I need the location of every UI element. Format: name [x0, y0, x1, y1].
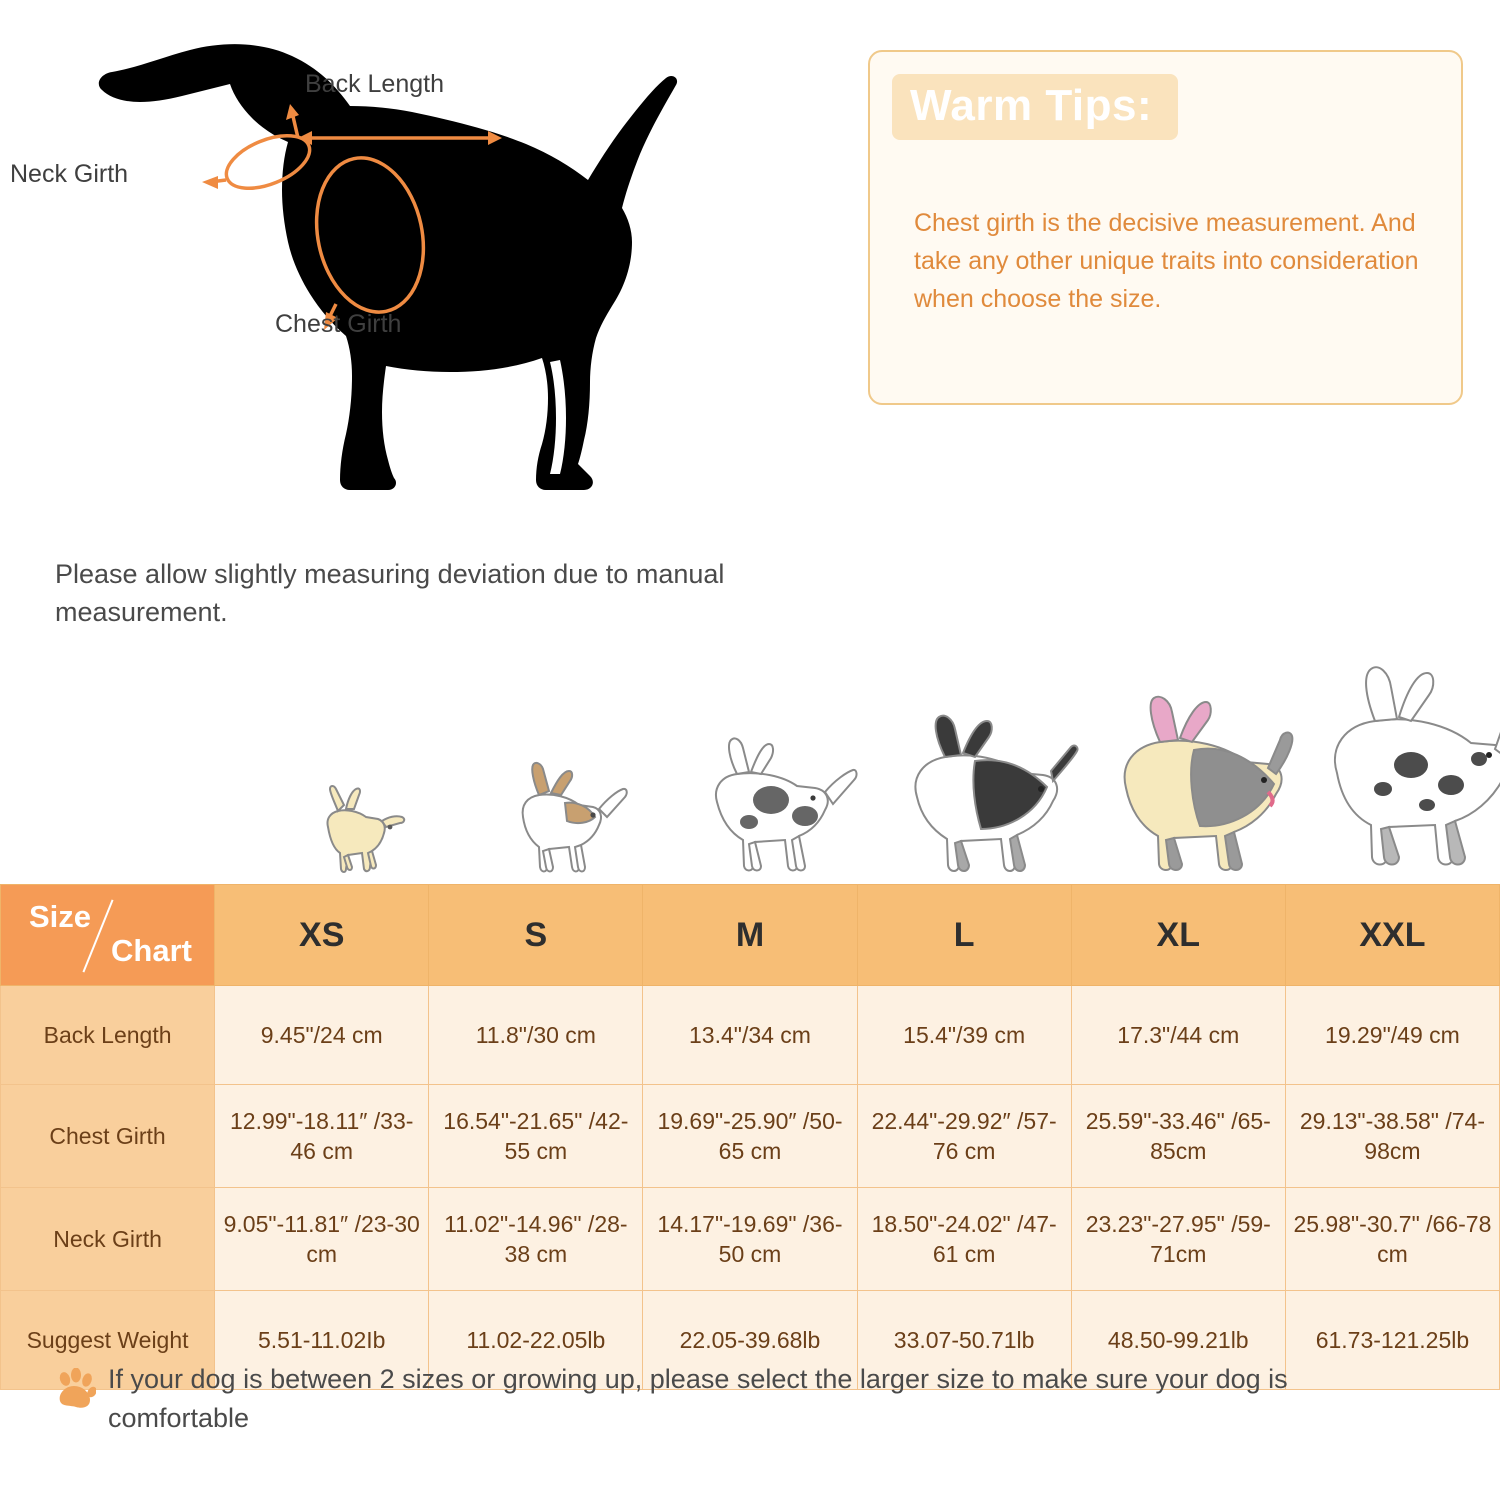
dog-illustration-l — [873, 705, 1082, 885]
cell-back-length-s: 11.8"/30 cm — [429, 986, 643, 1085]
warm-tips-title: Warm Tips: — [910, 81, 1153, 130]
cell-chest-girth-xxl: 29.13"-38.58" /74-98cm — [1285, 1085, 1499, 1188]
paw-icon — [52, 1368, 96, 1412]
cell-chest-girth-l: 22.44"-29.92″ /57-76 cm — [857, 1085, 1071, 1188]
cell-suggest-weight-m: 22.05-39.68lb — [643, 1291, 857, 1390]
column-header-xxl: XXL — [1285, 885, 1499, 986]
cell-neck-girth-s: 11.02"-14.96" /28-38 cm — [429, 1188, 643, 1291]
row-label-suggest-weight: Suggest Weight — [1, 1291, 215, 1390]
cell-neck-girth-l: 18.50"-24.02" /47-61 cm — [857, 1188, 1071, 1291]
dog-breed-row — [246, 630, 1500, 885]
size-chart-table — [0, 884, 1500, 1390]
cell-suggest-weight-xl: 48.50-99.21lb — [1071, 1291, 1285, 1390]
corner-size-word: Size — [29, 899, 92, 934]
warm-tips-box — [868, 50, 1463, 405]
cell-neck-girth-xs: 9.05"-11.81″ /23-30 cm — [215, 1188, 429, 1291]
cell-neck-girth-m: 14.17"-19.69" /36-50 cm — [643, 1188, 857, 1291]
dog-illustration-xl — [1082, 680, 1291, 885]
table-row-back-length — [1, 986, 1500, 1085]
cell-suggest-weight-l: 33.07-50.71lb — [857, 1291, 1071, 1390]
cell-back-length-xl: 17.3"/44 cm — [1071, 986, 1285, 1085]
warm-tips-body: Chest girth is the decisive measurement. And take any other unique traits into consideration when choose the size. — [914, 209, 1419, 313]
column-header-m: M — [643, 885, 857, 986]
cell-suggest-weight-xxl: 61.73-121.25lb — [1285, 1291, 1499, 1390]
cell-back-length-xxl: 19.29"/49 cm — [1285, 986, 1499, 1085]
column-header-l: L — [857, 885, 1071, 986]
measurement-diagram-section — [0, 0, 1500, 540]
label-back-length: Back Length — [305, 70, 444, 98]
cell-neck-girth-xl: 23.23"-27.95" /59-71cm — [1071, 1188, 1285, 1291]
cell-chest-girth-s: 16.54"-21.65" /42-55 cm — [429, 1085, 643, 1188]
label-neck-girth: Neck Girth — [10, 160, 129, 188]
corner-chart-word: Chart — [111, 933, 192, 968]
warm-tips-title-banner — [892, 74, 1178, 140]
table-corner-cell — [1, 885, 215, 986]
cell-back-length-xs: 9.45"/24 cm — [215, 986, 429, 1085]
table-row-chest-girth — [1, 1085, 1500, 1188]
footer-note: If your dog is between 2 sizes or growing up, please select the larger size to make sure your dog is comfortable — [108, 1364, 1288, 1434]
cell-back-length-m: 13.4"/34 cm — [643, 986, 857, 1085]
dog-illustration-s — [455, 755, 664, 885]
cell-back-length-l: 15.4"/39 cm — [857, 986, 1071, 1085]
dog-illustration-xs — [246, 775, 455, 885]
column-header-xs: XS — [215, 885, 429, 986]
dog-illustration-xxl — [1291, 655, 1500, 885]
cell-chest-girth-xs: 12.99"-18.11″ /33-46 cm — [215, 1085, 429, 1188]
cell-suggest-weight-s: 11.02-22.05lb — [429, 1291, 643, 1390]
dog-illustration-m — [664, 730, 873, 885]
column-header-s: S — [429, 885, 643, 986]
deviation-note: Please allow slightly measuring deviation due to manual measurement. — [55, 559, 725, 628]
row-label-back-length: Back Length — [1, 986, 215, 1085]
cell-chest-girth-m: 19.69"-25.90″ /50-65 cm — [643, 1085, 857, 1188]
table-header-row — [1, 885, 1500, 986]
column-header-xl: XL — [1071, 885, 1285, 986]
cell-suggest-weight-xs: 5.51-11.02Ib — [215, 1291, 429, 1390]
row-label-chest-girth: Chest Girth — [1, 1085, 215, 1188]
cell-chest-girth-xl: 25.59"-33.46" /65-85cm — [1071, 1085, 1285, 1188]
row-label-neck-girth: Neck Girth — [1, 1188, 215, 1291]
label-chest-girth: Chest Girth — [275, 310, 402, 338]
table-row-neck-girth — [1, 1188, 1500, 1291]
cell-neck-girth-xxl: 25.98"-30.7" /66-78 cm — [1285, 1188, 1499, 1291]
